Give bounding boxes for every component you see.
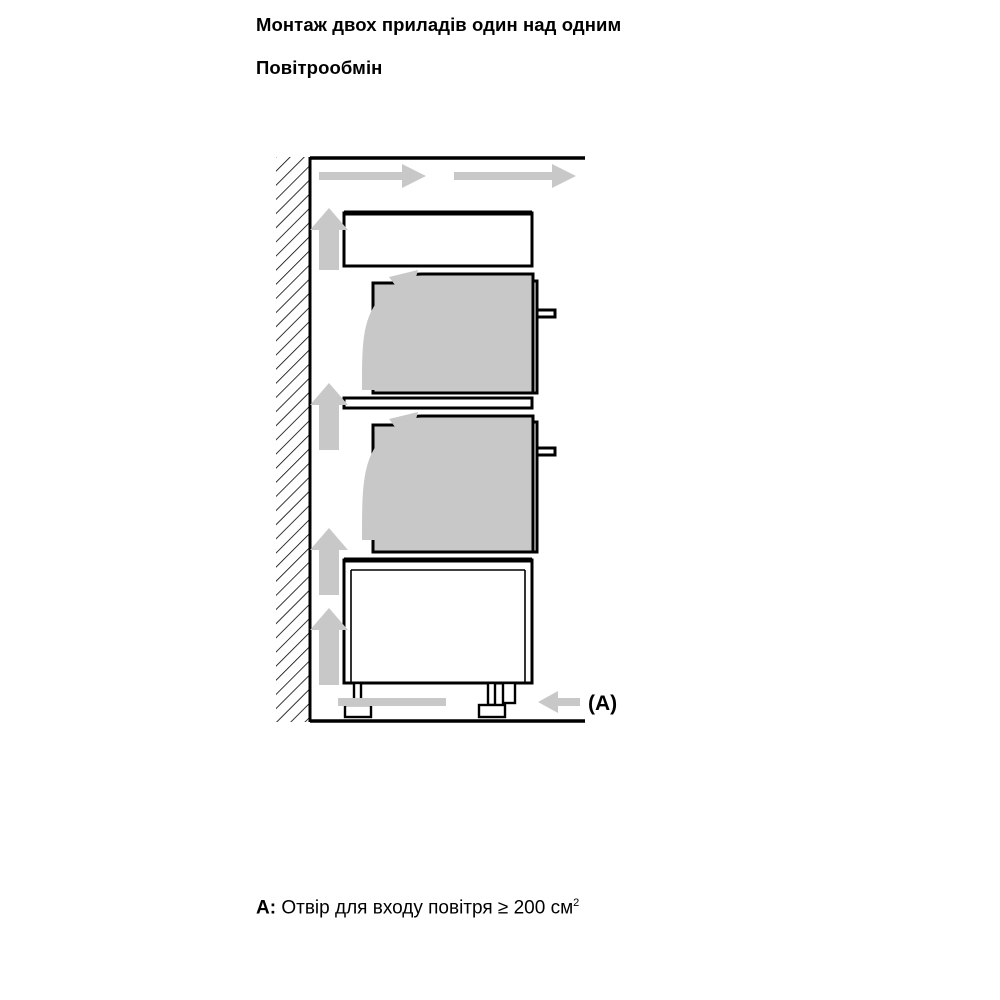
top-outflow-arrow [319, 164, 426, 188]
lower-appliance [373, 416, 555, 552]
lower-appliance-handle [537, 448, 555, 455]
middle-shelf [344, 398, 532, 408]
bottom-rise-arrow [310, 608, 348, 685]
callout-label-a: (A) [588, 692, 618, 715]
upper-appliance-handle [537, 310, 555, 317]
installation-diagram [250, 140, 730, 760]
top-rise-arrow [310, 208, 348, 270]
caption-key: A: [256, 897, 277, 919]
lower-cavity-arrow [310, 528, 348, 595]
mid-rise-arrow [310, 383, 348, 450]
wall-hatching [276, 157, 310, 722]
diagram-svg [250, 140, 730, 760]
page-title: Монтаж двох приладів один над одним [256, 14, 622, 35]
caption-superscript: 2 [573, 897, 580, 909]
bottom-flow-arrow [338, 698, 446, 706]
caption-text: Отвір для входу повітря ≥ 200 см [276, 897, 574, 919]
figure-caption [256, 897, 579, 919]
base-cabinet [344, 560, 532, 683]
upper-cabinet-shelf [344, 213, 532, 266]
top-outflow-arrow-secondary [454, 164, 576, 188]
air-inlet-arrow [538, 691, 580, 713]
section-subtitle: Повітрообмін [256, 57, 383, 78]
